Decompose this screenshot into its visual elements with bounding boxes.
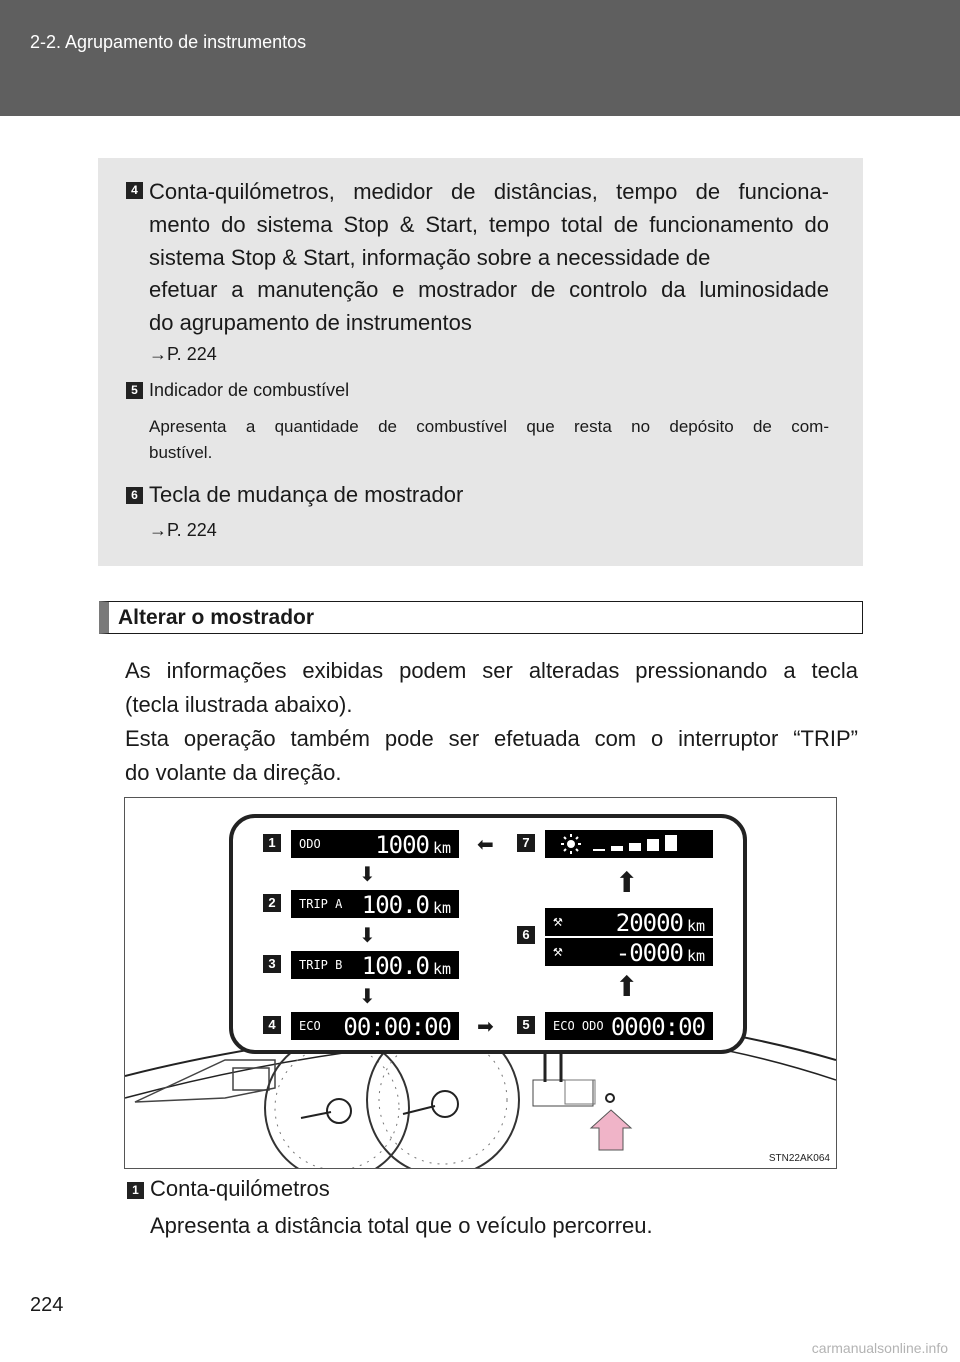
display-value: 1000 bbox=[375, 831, 429, 859]
item-badge: 5 bbox=[126, 382, 143, 399]
trip-a-display bbox=[291, 890, 459, 918]
display-label: ECO ODO bbox=[553, 1019, 604, 1033]
item-title-line: efetuar a manutenção e mostrador de controlo da luminosidade bbox=[149, 277, 829, 302]
item-title: Tecla de mudança de mostrador bbox=[149, 482, 464, 507]
maintenance-display bbox=[545, 908, 713, 936]
eco-display bbox=[291, 1012, 459, 1040]
display-value: 100.0 bbox=[361, 952, 429, 980]
paragraph-line: Esta operação também pode ser efetuada com o interruptor “TRIP” bbox=[125, 726, 858, 751]
item-title: Indicador de combustível bbox=[149, 380, 350, 400]
figure-badge: 1 bbox=[263, 834, 281, 852]
section-title: Alterar o mostrador bbox=[118, 606, 315, 629]
item-title-line: Conta-quilómetros, medidor de distâncias, tempo de funciona- bbox=[149, 179, 829, 204]
display-value: 0000:00 bbox=[610, 1013, 705, 1041]
arrow-up-icon: ⬆ bbox=[615, 971, 639, 1002]
arrow-down-icon: ⬇ bbox=[359, 925, 376, 947]
trip-b-display bbox=[291, 951, 459, 979]
figure-badge: 6 bbox=[517, 926, 535, 944]
info-box bbox=[98, 158, 863, 566]
item-desc-line: bustível. bbox=[149, 443, 213, 462]
item-badge: 4 bbox=[126, 182, 143, 199]
item-title-line: do agrupamento de instrumentos bbox=[149, 310, 472, 335]
arrow-up-icon: ⬆ bbox=[615, 867, 639, 898]
figure-badge: 5 bbox=[517, 1016, 535, 1034]
display-label: ECO bbox=[299, 1019, 321, 1033]
section-heading bbox=[99, 601, 863, 634]
caption-title: Conta-quilómetros bbox=[150, 1176, 330, 1201]
paragraph-line: (tecla ilustrada abaixo). bbox=[125, 692, 353, 717]
display-unit: km bbox=[432, 899, 451, 917]
brightness-icon bbox=[545, 830, 713, 858]
display-unit: km bbox=[686, 917, 705, 935]
display-unit: km bbox=[432, 839, 451, 857]
item-badge: 6 bbox=[126, 487, 143, 504]
brightness-display bbox=[545, 830, 713, 858]
wrench-icon: ⚒ bbox=[553, 941, 563, 960]
display-value: 20000 bbox=[615, 909, 683, 937]
display-unit: km bbox=[686, 947, 705, 965]
arrow-left-icon: ⬅ bbox=[477, 834, 494, 856]
page-reference: →P. 224 bbox=[149, 344, 217, 364]
caption-badge: 1 bbox=[127, 1182, 144, 1199]
figure-code: STN22AK064 bbox=[768, 1153, 830, 1164]
page-number: 224 bbox=[30, 1294, 64, 1316]
maintenance-display-2 bbox=[545, 938, 713, 966]
display-label: TRIP B bbox=[299, 958, 343, 972]
arrow-down-icon: ⬇ bbox=[359, 986, 376, 1008]
item-title-line: sistema Stop & Start, informação sobre a necessidade de bbox=[149, 245, 711, 270]
paragraph-line: do volante da direção. bbox=[125, 760, 342, 785]
page-reference: →P. 224 bbox=[149, 520, 217, 540]
display-figure bbox=[124, 797, 837, 1169]
figure-badge: 7 bbox=[517, 834, 535, 852]
figure-badge: 2 bbox=[263, 894, 281, 912]
eco-odo-display bbox=[545, 1012, 713, 1040]
figure-badge: 4 bbox=[263, 1016, 281, 1034]
display-value: 100.0 bbox=[361, 891, 429, 919]
item-title-line: mento do sistema Stop & Start, tempo total de funcionamento do bbox=[149, 212, 829, 237]
figure-badge: 3 bbox=[263, 955, 281, 973]
arrow-down-icon: ⬇ bbox=[359, 864, 376, 886]
display-unit: km bbox=[432, 960, 451, 978]
odo-display bbox=[291, 830, 459, 858]
display-label: TRIP A bbox=[299, 897, 343, 911]
wrench-icon: ⚒ bbox=[553, 911, 563, 930]
display-value: 00:00:00 bbox=[343, 1013, 451, 1041]
display-bubble bbox=[229, 814, 747, 1054]
arrow-right-icon: ➡ bbox=[477, 1016, 494, 1038]
watermark: carmanualsonline.info bbox=[811, 1340, 948, 1356]
display-value: -0000 bbox=[615, 939, 683, 967]
caption-desc: Apresenta a distância total que o veículo percorreu. bbox=[150, 1213, 653, 1238]
chapter-title: 2-2. Agrupamento de instrumentos bbox=[30, 32, 307, 52]
display-label: ODO bbox=[299, 837, 321, 851]
paragraph-line: As informações exibidas podem ser alteradas pressionando a tecla bbox=[125, 658, 858, 683]
item-desc-line: Apresenta a quantidade de combustível que resta no depósito de com- bbox=[149, 417, 829, 436]
header-band bbox=[0, 0, 960, 116]
